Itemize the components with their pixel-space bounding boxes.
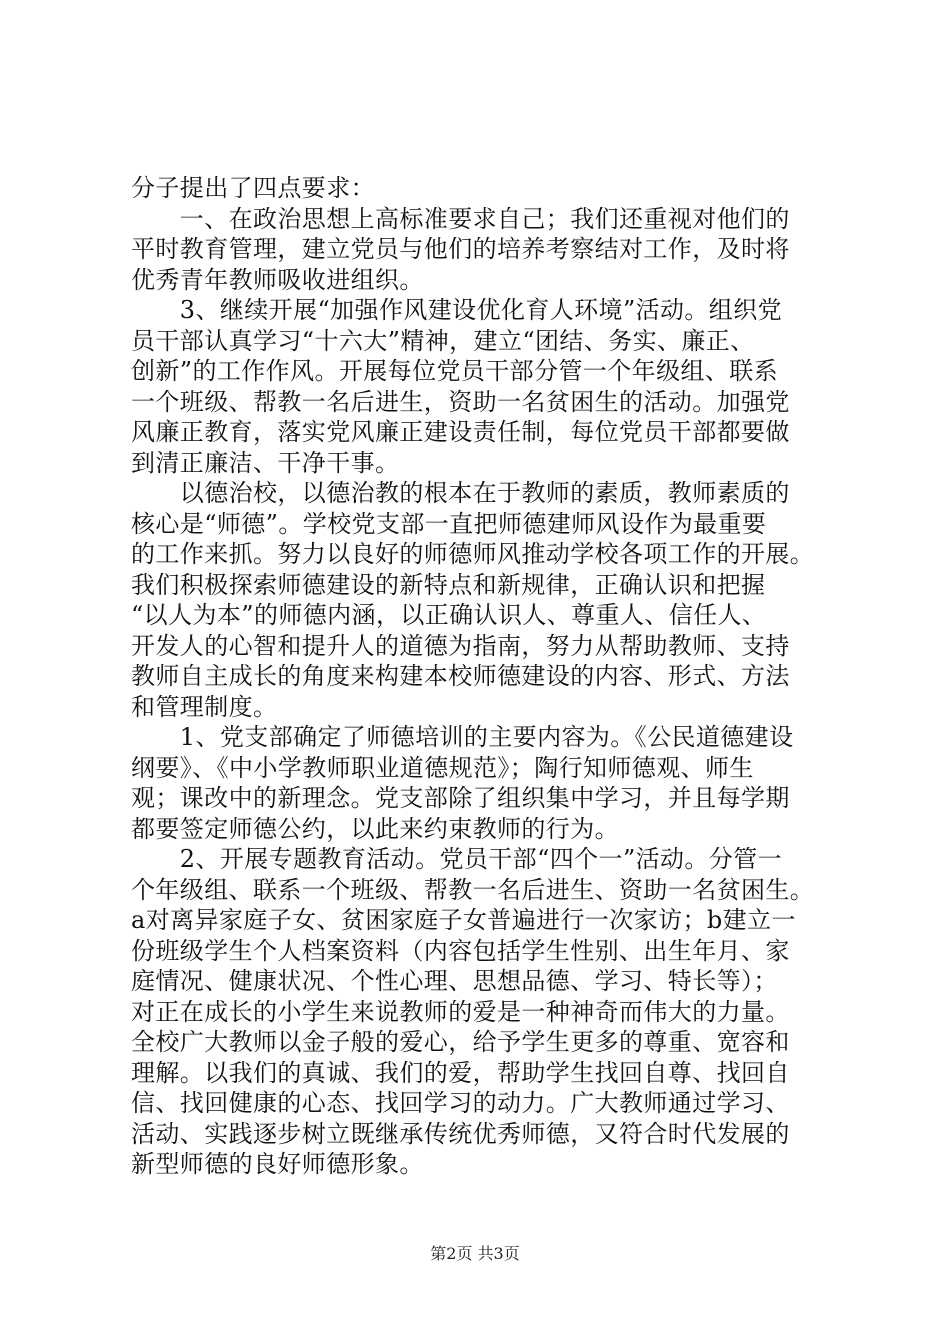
text-line: 以德治校，以德治教的根本在于教师的素质，教师素质的 xyxy=(131,479,790,507)
text-line: 对正在成长的小学生来说教师的爱是一种神奇而伟大的力量。 xyxy=(131,997,790,1026)
text-line: 平时教育管理，建立党员与他们的培养考察结对工作，及时将 xyxy=(131,235,790,263)
text-line: 的工作来抓。努力以良好的师德师风推动学校各项工作的开展。 xyxy=(131,540,815,568)
text-line: 2、开展专题教育活动。党员干部“四个一”活动。分管一 xyxy=(131,845,783,873)
text-line: 庭情况、健康状况、个性心理、思想品德、学习、特长等）； xyxy=(131,967,778,995)
text-line: 观；课改中的新理念。党支部除了组织集中学习，并且每学期 xyxy=(131,784,790,812)
text-line: 风廉正教育，落实党风廉正建设责任制，每位党员干部都要做 xyxy=(131,418,790,446)
text-line: 纲要》、《中小学教师职业道德规范》；陶行知师德观、师生 xyxy=(131,753,754,782)
text-line: 开发人的心智和提升人的道德为指南，努力从帮助教师、支持 xyxy=(131,631,790,660)
text-line: 份班级学生个人档案资料（内容包括学生性别、出生年月、家 xyxy=(131,936,790,965)
text-line: 创新”的工作作风。开展每位党员干部分管一个年级组、联系 xyxy=(131,357,779,385)
text-line: 分子提出了四点要求： xyxy=(131,174,375,202)
text-line: 员干部认真学习“十六大”精神，建立“团结、务实、廉正、 xyxy=(131,326,755,355)
text-line: 和管理制度。 xyxy=(131,692,278,721)
text-line: 3、继续开展“加强作风建设优化育人环境”活动。组织党 xyxy=(131,296,783,324)
text-line: a对离异家庭子女、贫困家庭子女普遍进行一次家访；b建立一 xyxy=(131,906,796,934)
text-line: 都要签定师德公约，以此来约束教师的行为。 xyxy=(131,814,619,843)
document-body xyxy=(131,173,831,1180)
text-line: 新型师德的良好师德形象。 xyxy=(131,1150,424,1178)
text-line: “以人为本”的师德内涵，以正确认识人、尊重人、信任人、 xyxy=(131,601,767,629)
text-line: 到清正廉洁、干净干事。 xyxy=(131,448,400,477)
page-number-footer: 第2页 共3页 xyxy=(430,1244,520,1263)
text-line: 我们积极探索师德建设的新特点和新规律，正确认识和把握 xyxy=(131,570,766,599)
text-line: 理解。以我们的真诚、我们的爱，帮助学生找回自尊、找回自 xyxy=(131,1058,790,1087)
text-line: 1、党支部确定了师德培训的主要内容为。《公民道德建设 xyxy=(131,723,794,751)
text-line: 教师自主成长的角度来构建本校师德建设的内容、形式、方法 xyxy=(131,662,790,690)
text-line: 个年级组、联系一个班级、帮教一名后进生、资助一名贫困生。 xyxy=(131,875,815,904)
text-line: 优秀青年教师吸收进组织。 xyxy=(131,265,424,294)
text-line: 信、找回健康的心态、找回学习的动力。广大教师通过学习、 xyxy=(131,1089,790,1117)
text-line: 一、在政治思想上高标准要求自己；我们还重视对他们的 xyxy=(131,204,790,233)
text-line: 一个班级、帮教一名后进生，资助一名贫困生的活动。加强党 xyxy=(131,387,790,416)
text-line: 活动、实践逐步树立既继承传统优秀师德，又符合时代发展的 xyxy=(131,1119,790,1148)
text-line: 全校广大教师以金子般的爱心，给予学生更多的尊重、宽容和 xyxy=(131,1028,790,1056)
text-line: 核心是“师德”。学校党支部一直把师德建师风设作为最重要 xyxy=(131,509,767,538)
